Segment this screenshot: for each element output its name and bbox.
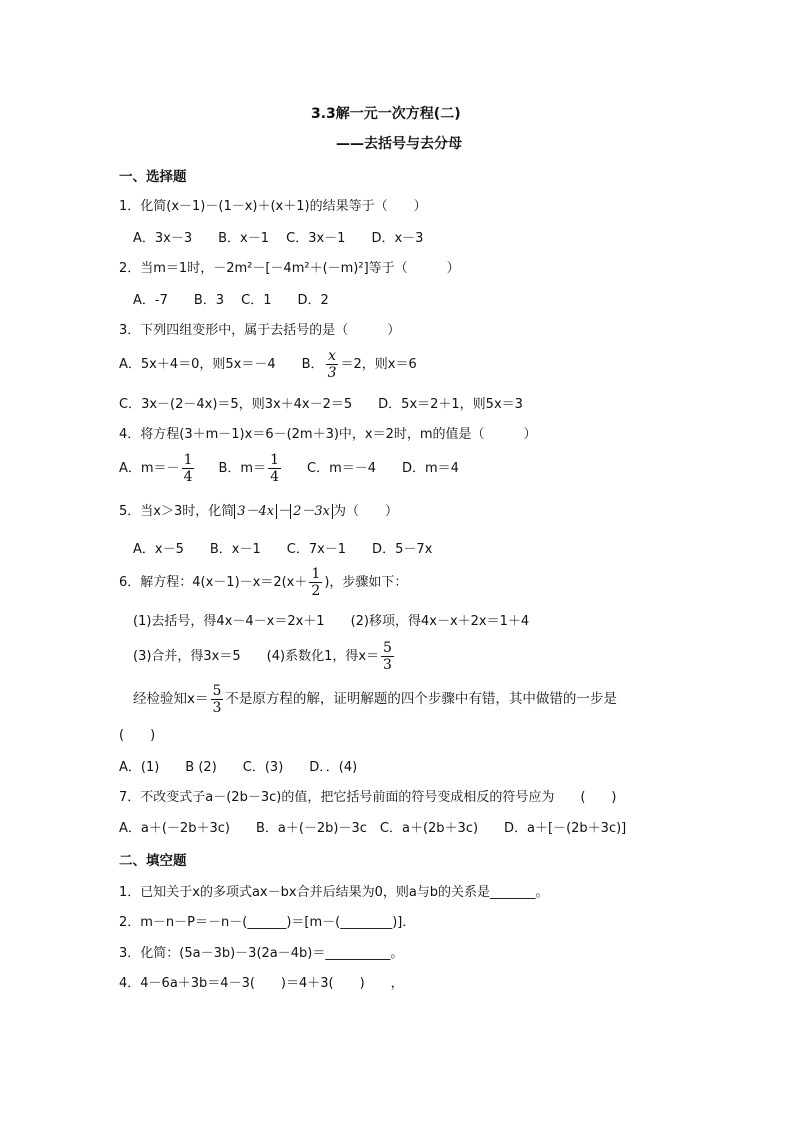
- q6-steps-3-4-text: (3)合并，得3x＝5 (4)系数化1，得x＝: [133, 649, 380, 664]
- q3-fraction-x-over-3: [326, 349, 339, 380]
- page-title: 3.3解一元一次方程(二): [311, 106, 461, 122]
- q5-stem: [119, 503, 398, 521]
- fraction-numerator: 1: [270, 452, 279, 468]
- section-heading-fill: 二、填空题: [119, 853, 187, 869]
- q5-options: A．x－5 B．x－1 C．7x－1 D．5－7x: [133, 542, 433, 557]
- q5-stem-start: 5．当x＞3时，化简: [119, 504, 235, 519]
- q6-check-end: 不是原方程的解，证明解题的四个步骤中有错，其中做错的一步是: [225, 691, 617, 707]
- fraction-numerator: 5: [212, 682, 222, 699]
- q4-fraction-a: [182, 453, 195, 484]
- q6-answer-blank: ( ): [119, 728, 156, 743]
- q6-fraction-half: [309, 567, 322, 598]
- q5-stem-end: 为（ ）: [333, 504, 399, 519]
- q6-steps-3-4: [133, 640, 396, 674]
- q6-check: [133, 682, 617, 716]
- q5-minus-sign: －: [277, 504, 291, 519]
- q5-abs-value-2: 2－3x: [290, 504, 333, 519]
- q1-stem: 1．化简(x－1)－(1－x)＋(x＋1)的结果等于（ ）: [119, 199, 427, 214]
- q4-option-a: A．m＝－: [119, 461, 180, 476]
- q7-options: A．a＋(－2b＋3c) B．a＋(－2b)－3c C．a＋(2b＋3c) D．a＋[－(2b＋3c)]: [119, 821, 627, 836]
- q6-stem-end: )，步骤如下：: [324, 575, 408, 590]
- q6-stem: [119, 566, 407, 600]
- q4-fraction-b: [268, 453, 281, 484]
- q3-stem: 3．下列四组变形中，属于去括号的是（ ）: [119, 323, 401, 338]
- q6-steps-1-2: (1)去括号，得4x－4－x＝2x＋1 (2)移项，得4x－x＋2x＝1＋4: [133, 614, 530, 629]
- fill-question-4: 4．4－6a＋3b＝4－3( )＝4＋3( ) ，: [119, 976, 404, 991]
- q3-ab-options: [119, 348, 417, 382]
- q6-fraction-answer: [381, 641, 394, 672]
- fraction-numerator: 1: [311, 566, 321, 582]
- fraction-denominator: 2: [311, 583, 321, 599]
- q4-stem: 4．将方程(3＋m－1)x＝6－(2m＋3)中，x＝2时，m的值是（ ）: [119, 427, 537, 442]
- q6-options: A．(1) B (2) C．(3) D．．(4): [119, 760, 358, 775]
- q3-option-a: A．5x＋4＝0，则5x＝－4 B．: [119, 357, 324, 372]
- q6-stem-start: 6．解方程：4(x－1)－x＝2(x＋: [119, 575, 308, 590]
- q2-stem: 2．当m＝1时，－2m²－[－4m²＋(－m)²]等于（ ）: [119, 261, 460, 276]
- fraction-numerator: x: [328, 348, 336, 364]
- q6-fraction-check: [211, 684, 224, 715]
- q6-check-start: 经检验知x＝: [133, 691, 209, 707]
- fill-question-2: 2．m－n－P＝－n－(______)＝[m－(________)]．: [119, 915, 416, 930]
- q2-options: A．-7 B．3 C．1 D．2: [133, 293, 329, 308]
- fraction-numerator: 1: [183, 452, 193, 468]
- q7-stem: 7．不改变式子a－(2b－3c)的值，把它括号前面的符号变成相反的符号应为 ( ): [119, 790, 617, 805]
- q5-abs-value-1: 3－4x: [234, 504, 277, 519]
- q4-options: [119, 452, 459, 486]
- fraction-numerator: 5: [383, 640, 392, 656]
- fraction-denominator: 4: [183, 469, 193, 485]
- fraction-denominator: 3: [383, 657, 392, 673]
- q4-option-b: B．m＝: [218, 461, 267, 476]
- q4-options-cd: C．m＝－4 D．m＝4: [307, 461, 459, 476]
- q3-option-b-rest: ＝2，则x＝6: [340, 357, 417, 372]
- q3-cd-options: C．3x－(2－4x)＝5，则3x＋4x－2＝5 D．5x＝2＋1，则5x＝3: [119, 397, 523, 412]
- fraction-denominator: 3: [212, 699, 222, 716]
- page-subtitle: ——去括号与去分母: [336, 136, 462, 152]
- fraction-denominator: 3: [327, 365, 337, 381]
- fill-question-3: 3．化简：(5a－3b)－3(2a－4b)＝__________。: [119, 946, 404, 961]
- section-heading-choice: 一、选择题: [119, 169, 187, 185]
- fill-question-1: 1．已知关于x的多项式ax－bx合并后结果为0，则a与b的关系是_______。: [119, 885, 549, 900]
- q1-options: A．3x－3 B．x－1 C．3x－1 D．x－3: [133, 231, 424, 246]
- fraction-denominator: 4: [270, 469, 279, 485]
